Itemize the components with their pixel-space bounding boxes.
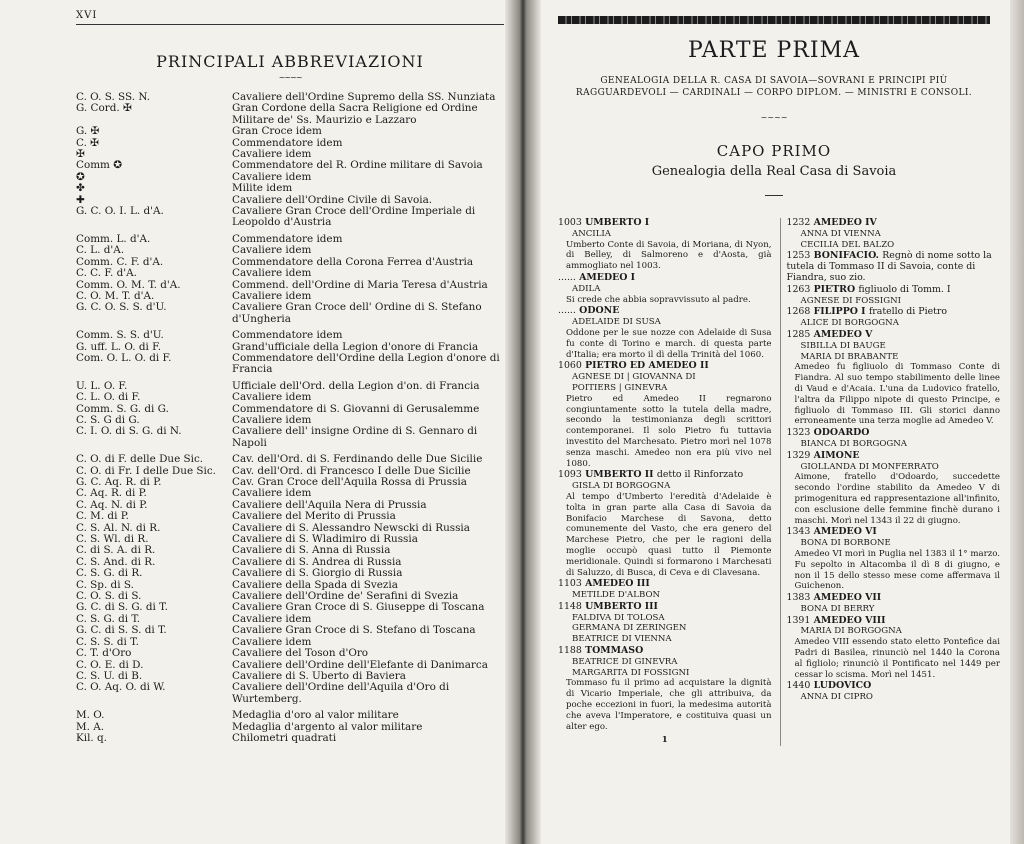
abbreviation-meaning: Cav. Gran Croce dell'Aquila Rossa di Prussia bbox=[232, 476, 467, 488]
genealogy-entry bbox=[787, 428, 1001, 450]
entry-heading bbox=[787, 681, 1001, 692]
abbreviation-row bbox=[76, 302, 500, 325]
spouse-name: BIANCA DI BORGOGNA bbox=[800, 438, 907, 449]
abbreviation-key: Comm. S. S. d'U. bbox=[76, 330, 164, 342]
abbreviation-key: C. O. M. T. d'A. bbox=[76, 290, 155, 302]
genealogy-entry bbox=[787, 330, 1001, 427]
abbreviation-meaning: Cavaliere Gran Croce di S. Stefano di Toscana bbox=[232, 624, 476, 637]
abbreviation-meaning: Cavaliere Gran Croce dell' Ordine di S. Stefano d'Ungheria bbox=[232, 301, 482, 325]
abbreviation-row bbox=[76, 511, 500, 522]
ruler-name: AMEDEO V bbox=[813, 328, 873, 340]
chapter-rule bbox=[765, 195, 783, 196]
spouse-name: ADELAIDE DI SUSA bbox=[572, 317, 661, 328]
abbreviation-key: C. S. U. di B. bbox=[76, 670, 143, 682]
title-ornament: ~~~~ bbox=[278, 73, 302, 82]
abbreviation-meaning: Gran Croce idem bbox=[232, 125, 322, 138]
entry-year: 1148 bbox=[558, 600, 582, 612]
chapter-subtitle: Genealogia della Real Casa di Savoia bbox=[651, 164, 897, 179]
abbreviation-key: G. C. O. S. S. d'U. bbox=[76, 302, 167, 314]
entry-note: Amedeo fu figliuolo di Tommaso Conte di Fiandra. Al suo tempo stabilimento delle linee di Vaud e d'Acaia. L'una da Ludovico fratello, l'altra da Filippo nipote di questo Principe, e figliuolo di Tommaso III. Gli storici danno erroneamente una terza moglie ad Amedeo V. bbox=[794, 362, 1000, 427]
abbreviation-meaning: Cavaliere idem bbox=[232, 487, 312, 500]
abbreviations-list bbox=[76, 92, 500, 744]
abbreviation-key: M. O. bbox=[76, 710, 105, 722]
abbreviation-meaning: Medaglia d'oro al valor militare bbox=[232, 709, 399, 722]
abbreviation-meaning: Cavaliere idem bbox=[232, 289, 312, 302]
entry-note: Amedeo VIII essendo stato eletto Pontefice dai Padri di Basilea, rinunciò nel 1440 la Corona al figliolo; rinunciò il Pontificato nel 1449 per cessar lo scisma. Morì nel 1451. bbox=[794, 637, 1000, 680]
abbreviation-key: ✪ bbox=[76, 171, 85, 183]
abbreviation-row bbox=[76, 126, 500, 137]
abbreviation-row bbox=[76, 454, 500, 465]
entry-heading bbox=[558, 602, 772, 613]
spouse-name: BONA DI BERRY bbox=[800, 603, 875, 614]
ruler-epithet: detto il Rinforzato bbox=[656, 469, 744, 481]
abbreviation-key: C. Aq. R. di P. bbox=[76, 488, 147, 500]
genealogy-entry bbox=[558, 646, 772, 732]
abbreviation-row bbox=[76, 426, 500, 449]
ruler-name: PIETRO bbox=[813, 283, 856, 295]
abbreviation-key: C. M. di P. bbox=[76, 511, 129, 523]
abbreviation-row bbox=[76, 268, 500, 279]
entry-heading bbox=[787, 527, 1001, 538]
ruler-epithet: figliuolo di Tomm. I bbox=[858, 283, 951, 295]
abbreviation-key: C. O. E. di D. bbox=[76, 659, 144, 671]
abbreviation-meaning: Medaglia d'argento al valor militare bbox=[232, 720, 423, 733]
abbreviation-key: G. uff. L. O. di F. bbox=[76, 341, 162, 353]
abbreviation-key: C. T. d'Oro bbox=[76, 648, 132, 660]
abbreviation-meaning: Ufficiale dell'Ord. della Legion d'on. di Francia bbox=[232, 379, 480, 392]
abbreviation-meaning: Cavaliere di S. Uberto di Baviera bbox=[232, 669, 406, 682]
abbreviation-key: G. Cord. ✠ bbox=[76, 103, 132, 115]
entry-note: Si crede che abbia sopravvissuto al padre. bbox=[566, 294, 751, 305]
abbreviation-meaning: Milite idem bbox=[232, 182, 293, 195]
abbreviation-row bbox=[76, 710, 500, 721]
entry-note: Pietro ed Amedeo II regnarono congiuntamente sotto la tutela della madre, secondo la testimonianza degli scrittori contemporanei. Il solo Pietro fu tuttavia investito del Marchesato. Pietro morì nel 1078 senza maschi. Amedeo non era più vivo nel 1080. bbox=[566, 393, 772, 469]
spouse-name: MARIA DI BRABANTE bbox=[800, 351, 899, 362]
entry-heading bbox=[558, 306, 772, 317]
abbreviation-meaning: Cavaliere idem bbox=[232, 170, 312, 183]
ruler-name: ODONE bbox=[579, 305, 620, 317]
part-title: PARTE PRIMA bbox=[687, 38, 861, 63]
entry-heading bbox=[787, 616, 1001, 627]
ruler-name: AMEDEO VII bbox=[813, 592, 882, 604]
abbreviation-meaning: Cavaliere Gran Croce di S. Giuseppe di Toscana bbox=[232, 601, 485, 614]
abbreviation-key: C. Sp. di S. bbox=[76, 579, 134, 591]
spouse-name: GERMANA DI ZERINGEN bbox=[572, 623, 687, 634]
genealogy-entry bbox=[787, 451, 1001, 527]
abbreviation-key: C. S. Wl. di R. bbox=[76, 534, 149, 546]
entry-heading bbox=[787, 251, 1001, 283]
abbreviation-key: ✠ bbox=[76, 149, 85, 161]
entry-year: 1323 bbox=[786, 427, 811, 439]
abbreviation-meaning: Commendatore della Corona Ferrea d'Austria bbox=[232, 255, 474, 268]
ruler-epithet: fratello di Pietro bbox=[868, 306, 948, 318]
abbreviation-meaning: Cavaliere dell'Ordine dell'Aquila d'Oro di Wurtemberg. bbox=[232, 681, 450, 705]
ruler-name: LUDOVICO bbox=[813, 680, 872, 692]
entry-heading bbox=[787, 451, 1001, 462]
ruler-name: TOMMASO bbox=[585, 645, 644, 657]
spouse-name: ANCILIA bbox=[572, 228, 612, 239]
abbreviation-row bbox=[76, 183, 500, 194]
abbreviation-meaning: Cavaliere idem bbox=[232, 267, 312, 280]
abbreviations-title: PRINCIPALI ABBREVIAZIONI bbox=[156, 52, 424, 71]
decorative-top-bar bbox=[558, 16, 990, 24]
genealogy-entry bbox=[558, 306, 772, 360]
entry-note: Umberto Conte di Savoia, di Moriana, di Nyon, di Belley, di Salmoreno e d'Aosta, già ammogliato nel 1003. bbox=[566, 239, 772, 272]
abbreviation-meaning: Gran Cordone della Sacra Religione ed Ordine Militare de' Ss. Maurizio e Lazzaro bbox=[232, 102, 478, 126]
abbreviation-key: C. L. O. di F. bbox=[76, 392, 141, 404]
abbreviation-row bbox=[76, 625, 500, 636]
ruler-name: UMBERTO III bbox=[585, 600, 658, 612]
abbreviation-meaning: Cavaliere dell'Ordine Civile di Savoia. bbox=[232, 193, 433, 206]
spouse-name: MARGARITA DI FOSSIGNI bbox=[572, 667, 690, 678]
genealogy-columns bbox=[558, 218, 1000, 746]
entry-year: 1329 bbox=[786, 449, 811, 461]
spouse-name: GISLA DI BORGOGNA bbox=[572, 481, 671, 492]
chapter-title: CAPO PRIMO bbox=[716, 142, 832, 160]
spouse-name: AGNESE DI FOSSIGNI bbox=[800, 295, 902, 306]
abbreviation-meaning: Cavaliere Gran Croce dell'Ordine Imperiale di Leopoldo d'Austria bbox=[232, 205, 476, 229]
spouse-name: BONA DI BORBONE bbox=[800, 538, 891, 549]
genealogy-entry bbox=[558, 361, 772, 469]
entry-year: 1263 bbox=[786, 283, 811, 295]
abbreviation-meaning: Cavaliere di S. Andrea di Russia bbox=[232, 555, 402, 568]
abbreviation-key: G. C. di S. G. di T. bbox=[76, 602, 168, 614]
genealogy-entry bbox=[787, 593, 1001, 615]
abbreviation-meaning: Cavaliere dell'Ordine dell'Elefante di Danimarca bbox=[232, 658, 488, 671]
genealogy-entry bbox=[558, 579, 772, 601]
abbreviation-row bbox=[76, 648, 500, 659]
abbreviation-meaning: Cavaliere idem bbox=[232, 413, 312, 426]
abbreviation-key: G. C. O. I. L. d'A. bbox=[76, 206, 164, 218]
abbreviation-key: C. di S. A. di R. bbox=[76, 545, 156, 557]
ruler-name: ODOARDO bbox=[813, 427, 870, 439]
abbreviation-key: G. C. Aq. R. di P. bbox=[76, 477, 162, 488]
abbreviation-key: C. S. G. di T. bbox=[76, 613, 141, 625]
abbreviation-key: U. L. O. F. bbox=[76, 380, 128, 392]
genealogy-entry bbox=[787, 527, 1001, 592]
abbreviation-meaning: Cavaliere dell' insigne Ordine di S. Gennaro di Napoli bbox=[232, 425, 478, 449]
abbreviation-row bbox=[76, 206, 500, 229]
abbreviation-key: ✚ bbox=[76, 194, 85, 206]
ruler-name: UMBERTO II bbox=[585, 469, 654, 481]
abbreviation-row bbox=[76, 392, 500, 403]
entry-year: 1343 bbox=[786, 526, 811, 538]
abbreviation-key: C. I. O. di S. G. di N. bbox=[76, 426, 182, 438]
entry-year: ...... bbox=[558, 271, 576, 283]
genealogy-entry bbox=[787, 681, 1001, 703]
abbreviation-row bbox=[76, 245, 500, 256]
abbreviation-row bbox=[76, 682, 500, 705]
abbreviation-meaning: Commendatore idem bbox=[232, 232, 343, 245]
entry-year: 1268 bbox=[786, 306, 811, 318]
ruler-name: PIETRO ED AMEDEO II bbox=[585, 360, 709, 372]
abbreviation-key: G. ✠ bbox=[76, 126, 100, 138]
abbreviation-row bbox=[76, 353, 500, 376]
ruler-name: AIMONE bbox=[813, 449, 860, 461]
entry-heading bbox=[787, 218, 1001, 229]
abbreviation-meaning: Commend. dell'Ordine di Maria Teresa d'Austria bbox=[232, 278, 488, 291]
ruler-name: AMEDEO VI bbox=[813, 526, 877, 538]
entry-heading bbox=[558, 579, 772, 590]
spouse-name: MARIA DI BORGOGNA bbox=[800, 626, 902, 637]
abbreviation-meaning: Cav. dell'Ord. di Francesco I delle Due Sicilie bbox=[232, 464, 471, 477]
entry-year: 1391 bbox=[786, 614, 811, 626]
spouse-name: BEATRICE DI VIENNA bbox=[572, 634, 672, 645]
entry-note: Tommaso fu il primo ad acquistare la dignità di Vicario Imperiale, che gli attribuiva, da poche eccezioni in fuori, la medesima autorità che aveva l'Imperatore, e costituiva quasi un alter ego. bbox=[566, 678, 772, 732]
spouse-name: ANNA DI CIPRO bbox=[800, 692, 873, 703]
abbreviation-key: Comm. O. M. T. d'A. bbox=[76, 279, 181, 291]
abbreviation-row bbox=[76, 103, 500, 126]
abbreviation-meaning: Cavaliere di S. Alessandro Newscki di Russia bbox=[232, 521, 470, 534]
ruler-name: AMEDEO III bbox=[585, 578, 650, 590]
spouse-name: SIBILLA DI BAUGE bbox=[800, 340, 886, 351]
ruler-name: UMBERTO I bbox=[585, 217, 650, 228]
abbreviation-meaning: Cavaliere idem bbox=[232, 635, 312, 648]
abbreviation-meaning: Cavaliere dell'Ordine Supremo della SS. Nunziata bbox=[232, 91, 496, 103]
abbreviation-meaning: Cavaliere di S. Giorgio di Russia bbox=[232, 567, 403, 580]
entry-heading bbox=[787, 307, 1001, 318]
entry-note: Aimone, fratello d'Odoardo, succedette secondo l'ordine stabilito da Amedeo V di primogenitura ed rappresentazione all'infinito, con esclusione delle femmine finchè durano i maschi. Morì nel 1343 il 22 di giugno. bbox=[794, 472, 1000, 526]
entry-heading bbox=[558, 646, 772, 657]
abbreviation-meaning: Commendatore di S. Giovanni di Gerusalemme bbox=[232, 402, 480, 415]
abbreviation-key: M. A. bbox=[76, 721, 105, 733]
abbreviation-key: Com. O. L. O. di F. bbox=[76, 352, 172, 364]
entry-note: Amedeo VI morì in Puglia nel 1383 il 1° marzo. Fu sepolto in Altacomba il dì 8 di giugno, e non il 15 dello stesso mese come affermava il Guichenon. bbox=[794, 548, 1000, 592]
genealogy-entry bbox=[787, 616, 1001, 681]
entry-year: 1093 bbox=[558, 469, 582, 481]
abbreviation-meaning: Chilometri quadrati bbox=[232, 731, 337, 744]
abbreviation-key: C. O. di F. delle Due Sic. bbox=[76, 454, 204, 466]
entry-year: 1440 bbox=[786, 680, 811, 692]
abbreviation-key: C. S. G. di R. bbox=[76, 568, 143, 580]
entry-heading bbox=[787, 330, 1001, 341]
spouse-name: GIOLLANDA DI MONFERRATO bbox=[800, 461, 939, 472]
entry-heading bbox=[558, 218, 772, 229]
ruler-name: FILIPPO I bbox=[813, 306, 866, 318]
page-edge-shadow bbox=[1010, 0, 1024, 844]
abbreviation-key: Comm ✪ bbox=[76, 160, 122, 172]
abbreviation-key: C. S. G di G. bbox=[76, 414, 140, 426]
abbreviation-meaning: Commendatore idem bbox=[232, 329, 343, 342]
abbreviation-meaning: Commendatore dell'Ordine della Legion d'onore di Francia bbox=[232, 351, 500, 376]
entry-heading bbox=[787, 428, 1001, 439]
entry-note: Al tempo d'Umberto l'eredità d'Adelaide è tolta in gran parte alla Casa di Savoia da Bonifacio Marchese di Savona, detto comunemente del Vasto, che era genero del Marchese Pietro, che per le ragioni della moglie occupò quasi tutto il Piemonte meridionale. Quindi si formarono i Marchesati di Saluzzo, di Busca, di Ceva e di Clavesana. bbox=[566, 491, 772, 578]
abbreviation-row bbox=[76, 330, 500, 341]
abbreviation-key: Kil. q. bbox=[76, 732, 107, 744]
genealogy-entry bbox=[787, 218, 1001, 250]
entry-year: 1003 bbox=[558, 217, 582, 228]
abbreviation-meaning: Cavaliere idem bbox=[232, 612, 312, 625]
signature-mark: 1 bbox=[661, 735, 668, 746]
right-page bbox=[528, 0, 1024, 844]
abbreviation-meaning: Grand'ufficiale della Legion d'onore di Francia bbox=[232, 340, 479, 353]
spouse-name: CECILIA DEL BALZO bbox=[800, 239, 895, 250]
abbreviation-meaning: Cavaliere di S. Wladimiro di Russia bbox=[232, 533, 418, 546]
abbreviation-key: C. O. S. SS. N. bbox=[76, 92, 151, 103]
ruler-name: AMEDEO VIII bbox=[813, 614, 886, 626]
genealogy-entry bbox=[787, 285, 1001, 307]
abbreviation-key: C. O. di Fr. I delle Due Sic. bbox=[76, 465, 216, 477]
abbreviation-meaning: Cavaliere della Spada di Svezia bbox=[232, 578, 398, 591]
ruler-name: BONIFACIO. bbox=[813, 250, 879, 262]
entry-year: 1103 bbox=[558, 578, 582, 590]
entry-year: 1232 bbox=[786, 217, 811, 228]
spouse-name: ALICE DI BORGOGNA bbox=[800, 318, 899, 329]
ruler-name: AMEDEO IV bbox=[813, 217, 877, 228]
genealogy-entry bbox=[558, 602, 772, 645]
ruler-name: AMEDEO I bbox=[579, 271, 636, 283]
genealogy-column-right bbox=[780, 218, 1001, 746]
spouse-name: POITIERS | GINEVRA bbox=[572, 382, 668, 393]
abbreviation-key: C. O. S. di S. bbox=[76, 591, 142, 603]
abbreviation-meaning: Cavaliere di S. Anna di Russia bbox=[232, 544, 391, 557]
genealogy-column-left bbox=[558, 218, 772, 746]
genealogy-entry bbox=[558, 273, 772, 305]
spouse-name: METILDE D'ALBON bbox=[572, 590, 661, 601]
page-folio: XVI bbox=[76, 10, 98, 21]
abbreviation-key: C. O. Aq. O. di W. bbox=[76, 682, 166, 694]
abbreviation-meaning: Commendatore del R. Ordine militare di Savoia bbox=[232, 159, 483, 172]
entry-year: 1383 bbox=[786, 592, 811, 604]
entry-heading bbox=[558, 470, 772, 481]
genealogy-entry bbox=[787, 251, 1001, 283]
spouse-name: AGNESE DI | GIOVANNA DI bbox=[572, 372, 696, 383]
abbreviation-meaning: Commendatore idem bbox=[232, 136, 343, 149]
ruler-epithet: Regnò di nome sotto la tutela di Tommaso II di Savoia, conte di Fiandra, suo zio. bbox=[786, 250, 992, 283]
abbreviation-meaning: Cavaliere idem bbox=[232, 391, 312, 404]
abbreviation-key: C. C. F. d'A. bbox=[76, 268, 137, 280]
entry-year: 1253 bbox=[786, 250, 811, 262]
abbreviation-row bbox=[76, 568, 500, 579]
entry-heading bbox=[558, 273, 772, 284]
abbreviation-key: Comm. C. F. d'A. bbox=[76, 256, 164, 268]
abbreviation-key: C. S. S. di T. bbox=[76, 636, 139, 648]
spouse-name: FALDIVA DI TOLOSA bbox=[572, 612, 665, 623]
abbreviation-meaning: Cavaliere del Toson d'Oro bbox=[232, 647, 369, 660]
header-rule bbox=[76, 24, 504, 25]
abbreviation-key: C. S. And. di R. bbox=[76, 556, 156, 568]
abbreviation-key: C. ✠ bbox=[76, 137, 99, 149]
entry-heading bbox=[787, 593, 1001, 604]
entry-heading bbox=[558, 361, 772, 372]
abbreviation-key: C. Aq. N. di P. bbox=[76, 499, 148, 511]
abbreviation-meaning: Cav. dell'Ord. di S. Ferdinando delle Due Sicilie bbox=[232, 453, 483, 466]
subtitle-ornament: ~~~~ bbox=[760, 113, 788, 122]
abbreviation-key: C. S. Al. N. di R. bbox=[76, 522, 161, 534]
abbreviation-key: Comm. L. d'A. bbox=[76, 233, 151, 245]
abbreviation-meaning: Cavaliere dell'Ordine de' Serafini di Svezia bbox=[232, 590, 459, 603]
spouse-name: BEATRICE DI GINEVRA bbox=[572, 656, 678, 667]
abbreviation-meaning: Cavaliere del Merito di Prussia bbox=[232, 510, 396, 523]
entry-note: Oddone per le sue nozze con Adelaide di Susa fu conte di Torino e march. di questa parte d'Italia; era morto il dì della Trinità del 1060. bbox=[566, 327, 772, 360]
part-subtitle: GENEALOGIA DELLA R. CASA DI SAVOIA—SOVRANI E PRINCIPI PIÙ RAGGUARDEVOLI — CARDINALI — CORPO DIPLOM. — MINISTRI E CONSOLI. bbox=[575, 76, 973, 98]
abbreviation-key: C. L. d'A. bbox=[76, 245, 125, 257]
spouse-name: ANNA DI VIENNA bbox=[800, 228, 881, 239]
entry-year: ...... bbox=[558, 305, 576, 317]
genealogy-entry bbox=[558, 470, 772, 578]
abbreviation-key: G. C. di S. S. di T. bbox=[76, 625, 167, 637]
abbreviation-key: ✤ bbox=[76, 183, 85, 195]
abbreviation-meaning: Cavaliere idem bbox=[232, 148, 312, 161]
entry-year: 1188 bbox=[558, 645, 582, 657]
abbreviation-meaning: Cavaliere dell'Aquila Nera di Prussia bbox=[232, 498, 427, 511]
abbreviation-meaning: Cavaliere idem bbox=[232, 244, 312, 257]
abbreviation-row bbox=[76, 733, 500, 744]
entry-heading bbox=[787, 285, 1001, 296]
entry-year: 1060 bbox=[558, 360, 582, 372]
entry-year: 1285 bbox=[786, 328, 811, 340]
genealogy-entry bbox=[558, 218, 772, 272]
genealogy-entry bbox=[787, 307, 1001, 329]
abbreviation-key: Comm. S. G. di G. bbox=[76, 403, 169, 415]
spouse-name: ADILA bbox=[572, 283, 601, 294]
